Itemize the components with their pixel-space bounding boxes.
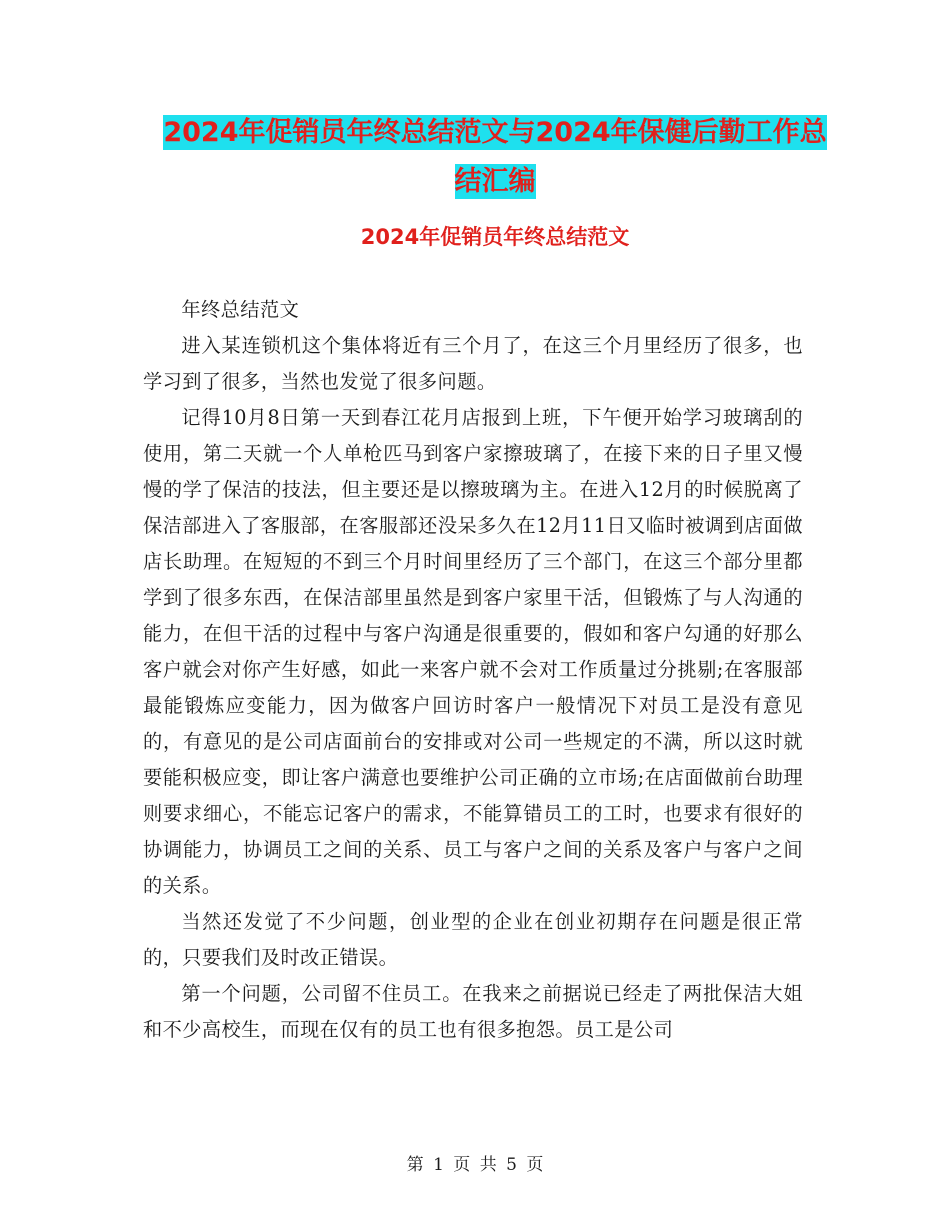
page-number-footer: 第 1 页 共 5 页 <box>406 1155 544 1175</box>
paragraph: 第一个问题，公司留不住员工。在我来之前据说已经走了两批保洁大姐和不少高校生，而现在仅有的员工也有很多抱怨。员工是公司 <box>143 982 803 1041</box>
document-title-line-1: 2024年促销员年终总结范文与2024年保健后勤工作总 <box>163 117 827 148</box>
section-heading: 2024年促销员年终总结范文 <box>360 225 630 249</box>
paragraph: 记得10月8日第一天到春江花月店报到上班，下午便开始学习玻璃刮的使用，第二天就一个人单枪匹马到客户家擦玻璃了，在接下来的日子里又慢慢的学了保洁的技法，但主要还是以擦玻璃为主。在进入12月的时候脱离了保洁部进入了客服部，在客服部还没呆多久在12月11日又临时被调到店面做店长助理。在短短的不到三个月时间里经历了三个部门，在这三个部分里都学到了很多东西，在保洁部里虽然是到客户家里干活，但锻炼了与人沟通的能力，在但干活的过程中与客户沟通是很重要的，假如和客户勾通的好那么客户就会对你产生好感，如此一来客户就不会对工作质量过分挑剔;在客服部最能锻炼应变能力，因为做客户回访时客户一般情况下对员工是没有意见的，有意见的是公司店面前台的安排或对公司一些规定的不满，所以这时就要能积极应变，即让客户满意也要维护公司正确的立市场;在店面做前台助理则要求细心，不能忘记客户的需求，不能算错员工的工时，也要求有很好的协调能力，协调员工之间的关系、员工与客户之间的关系及客户与客户之间的关系。 <box>143 406 803 897</box>
paragraph: 进入某连锁机这个集体将近有三个月了，在这三个月里经历了很多，也学习到了很多，当然也发觉了很多问题。 <box>143 334 803 393</box>
document-title <box>140 108 850 206</box>
document-body <box>143 292 803 1048</box>
paragraph: 年终总结范文 <box>181 298 300 321</box>
paragraph: 当然还发觉了不少问题，创业型的企业在创业初期存在问题是很正常的，只要我们及时改正错误。 <box>143 910 803 969</box>
document-title-line-2: 结汇编 <box>454 166 536 197</box>
